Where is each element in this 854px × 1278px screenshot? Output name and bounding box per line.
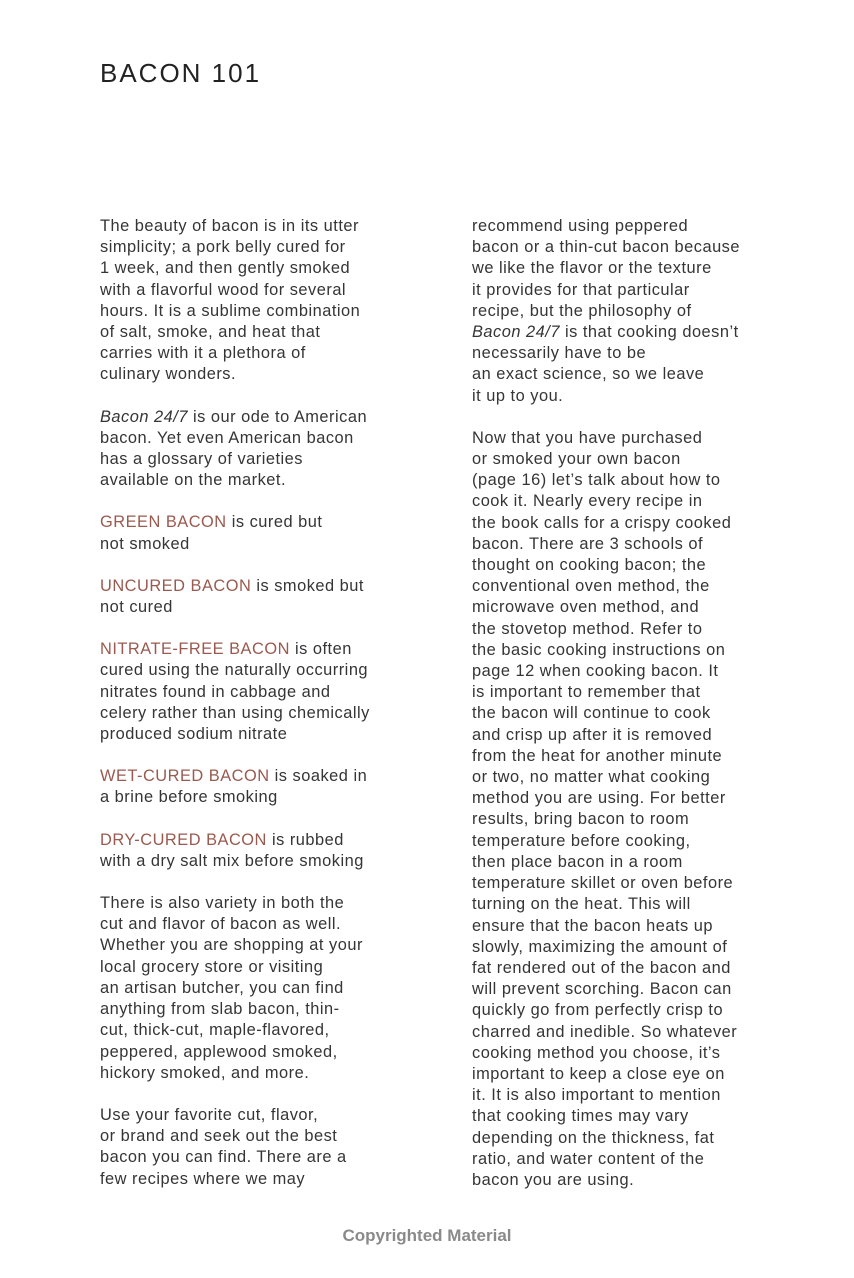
text-line xyxy=(472,301,832,322)
text-line xyxy=(472,894,832,915)
text-run: cooking method you choose, it’s xyxy=(472,1043,721,1062)
text-line xyxy=(472,767,832,788)
text-line xyxy=(472,534,832,555)
text-run: cut and flavor of bacon as well. xyxy=(100,915,342,934)
text-run: (page 16) let’s talk about how to xyxy=(472,471,721,490)
text-run: the stovetop method. Refer to xyxy=(472,619,703,638)
text-run: necessarily have to be xyxy=(472,344,647,363)
text-run: thought on cooking bacon; the xyxy=(472,556,707,575)
text-line xyxy=(100,597,435,618)
text-run: nitrates found in cabbage and xyxy=(100,682,331,701)
text-run: 1 week, and then gently smoked xyxy=(100,259,351,278)
text-run: important to keep a close eye on xyxy=(472,1064,725,1083)
text-run: conventional oven method, the xyxy=(472,577,710,596)
text-line xyxy=(100,787,435,808)
text-line xyxy=(100,851,435,872)
text-line xyxy=(472,661,832,682)
text-run: bacon. There are 3 schools of xyxy=(472,534,704,553)
text-line xyxy=(100,703,435,724)
text-run: or brand and seek out the best xyxy=(100,1127,338,1146)
text-line xyxy=(100,1020,435,1041)
text-run: There is also variety in both the xyxy=(100,894,345,913)
text-line xyxy=(472,470,832,491)
text-line xyxy=(100,914,435,935)
text-run: quickly go from perfectly crisp to xyxy=(472,1001,724,1020)
text-line xyxy=(100,280,435,301)
book-title-italic: Bacon 24/7 xyxy=(472,323,560,342)
text-run: then place bacon in a room xyxy=(472,852,683,871)
text-line xyxy=(100,1169,435,1190)
bacon-term: UNCURED BACON xyxy=(100,576,252,595)
text-run: culinary wonders. xyxy=(100,365,237,384)
text-run: it up to you. xyxy=(472,386,564,405)
text-line xyxy=(472,979,832,1000)
text-line xyxy=(100,957,435,978)
text-run: The beauty of bacon is in its utter xyxy=(100,217,359,235)
text-line xyxy=(100,1042,435,1063)
text-run: with a dry salt mix before smoking xyxy=(100,851,364,870)
text-run: anything from slab bacon, thin- xyxy=(100,1000,340,1019)
body-paragraph xyxy=(472,216,832,407)
text-run: temperature skillet or oven before xyxy=(472,874,734,893)
text-run: is cured but xyxy=(226,513,323,532)
text-line xyxy=(472,703,832,724)
text-line xyxy=(472,1000,832,1021)
text-line xyxy=(100,724,435,745)
text-run: the book calls for a crispy cooked xyxy=(472,513,732,532)
text-line xyxy=(100,660,435,681)
text-run: is important to remember that xyxy=(472,683,701,702)
text-line xyxy=(472,597,832,618)
text-run: temperature before cooking, xyxy=(472,831,691,850)
text-run: not cured xyxy=(100,598,173,617)
text-line xyxy=(472,237,832,258)
text-run: available on the market. xyxy=(100,471,287,490)
text-run: method you are using. For better xyxy=(472,789,726,808)
text-line xyxy=(472,1149,832,1170)
text-line xyxy=(472,640,832,661)
text-line xyxy=(472,1043,832,1064)
text-run: it. It is also important to mention xyxy=(472,1086,721,1105)
text-line xyxy=(472,491,832,512)
text-line xyxy=(472,831,832,852)
text-line xyxy=(472,555,832,576)
text-run: Now that you have purchased xyxy=(472,428,703,447)
left-column xyxy=(100,216,435,1211)
text-run: an artisan butcher, you can find xyxy=(100,978,344,997)
text-run: or smoked your own bacon xyxy=(472,450,681,469)
text-line xyxy=(472,1170,832,1191)
text-line xyxy=(100,1147,435,1168)
text-run: charred and inedible. So whatever xyxy=(472,1022,738,1041)
text-line xyxy=(472,576,832,597)
text-line xyxy=(472,916,832,937)
text-line xyxy=(472,1106,832,1127)
body-paragraph xyxy=(472,428,832,1191)
text-line xyxy=(472,513,832,534)
text-run: depending on the thickness, fat xyxy=(472,1128,715,1147)
body-paragraph xyxy=(100,216,435,386)
text-run: celery rather than using chemically xyxy=(100,703,370,722)
text-line xyxy=(472,322,832,343)
text-line xyxy=(472,216,832,237)
body-paragraph xyxy=(100,576,435,618)
text-run: hours. It is a sublime combination xyxy=(100,301,361,320)
body-paragraph xyxy=(100,893,435,1084)
text-line xyxy=(472,619,832,640)
text-run: is that cooking doesn’t xyxy=(559,323,739,342)
text-run: carries with it a plethora of xyxy=(100,344,306,363)
text-line xyxy=(100,258,435,279)
text-run: ensure that the bacon heats up xyxy=(472,916,713,935)
text-line xyxy=(100,534,435,555)
text-run: produced sodium nitrate xyxy=(100,725,288,744)
text-line xyxy=(472,386,832,407)
text-run: Use your favorite cut, flavor, xyxy=(100,1105,319,1124)
text-run: bacon or a thin-cut bacon because xyxy=(472,238,740,257)
text-line xyxy=(100,428,435,449)
text-run: not smoked xyxy=(100,534,190,553)
text-line xyxy=(100,301,435,322)
text-line xyxy=(472,1085,832,1106)
text-line xyxy=(472,682,832,703)
text-run: microwave oven method, and xyxy=(472,598,700,617)
text-run: cut, thick-cut, maple-flavored, xyxy=(100,1021,330,1040)
text-run: is rubbed xyxy=(266,830,344,849)
text-run: or two, no matter what cooking xyxy=(472,768,711,787)
text-line xyxy=(100,322,435,343)
body-paragraph xyxy=(100,830,435,872)
body-paragraph xyxy=(100,1105,435,1190)
text-line xyxy=(472,809,832,830)
text-line xyxy=(472,258,832,279)
text-run: turning on the heat. This will xyxy=(472,895,691,914)
text-line xyxy=(100,1063,435,1084)
text-run: simplicity; a pork belly cured for xyxy=(100,238,346,257)
text-run: is smoked but xyxy=(251,576,364,595)
text-line xyxy=(472,746,832,767)
text-run: has a glossary of varieties xyxy=(100,450,303,469)
text-run: hickory smoked, and more. xyxy=(100,1063,310,1082)
text-line xyxy=(100,682,435,703)
bacon-term: WET-CURED BACON xyxy=(100,767,270,786)
text-line xyxy=(472,343,832,364)
text-line xyxy=(472,449,832,470)
text-line xyxy=(472,1128,832,1149)
body-paragraph xyxy=(100,639,435,745)
text-line xyxy=(100,449,435,470)
body-paragraph xyxy=(100,766,435,808)
text-run: page 12 when cooking bacon. It xyxy=(472,662,719,681)
text-line xyxy=(100,407,435,428)
text-line xyxy=(100,216,435,237)
text-line xyxy=(100,893,435,914)
text-run: fat rendered out of the bacon and xyxy=(472,958,731,977)
text-run: recipe, but the philosophy of xyxy=(472,301,692,320)
text-line xyxy=(100,512,435,533)
text-line xyxy=(100,364,435,385)
text-run: an exact science, so we leave xyxy=(472,365,705,384)
text-line xyxy=(100,935,435,956)
text-line xyxy=(100,1126,435,1147)
body-paragraph xyxy=(100,407,435,492)
text-line xyxy=(100,999,435,1020)
text-line xyxy=(472,958,832,979)
text-run: local grocery store or visiting xyxy=(100,957,324,976)
bacon-term: GREEN BACON xyxy=(100,513,227,532)
text-line xyxy=(472,873,832,894)
text-run: cook it. Nearly every recipe in xyxy=(472,492,703,511)
text-line xyxy=(100,470,435,491)
text-line xyxy=(472,280,832,301)
text-line xyxy=(472,788,832,809)
body-paragraph xyxy=(100,512,435,554)
copyright-footer: Copyrighted Material xyxy=(342,1226,512,1245)
text-line xyxy=(100,766,435,787)
text-run: Whether you are shopping at your xyxy=(100,936,363,955)
text-line xyxy=(100,978,435,999)
text-run: is soaked in xyxy=(269,767,368,786)
text-run: the bacon will continue to cook xyxy=(472,704,711,723)
text-run: it provides for that particular xyxy=(472,280,690,299)
text-run: we like the flavor or the texture xyxy=(472,259,712,278)
text-run: with a flavorful wood for several xyxy=(100,280,347,299)
text-run: is often xyxy=(289,640,352,659)
text-line xyxy=(472,1022,832,1043)
page-title: BACON 101 xyxy=(100,58,262,88)
text-run: ratio, and water content of the xyxy=(472,1149,705,1168)
text-line xyxy=(100,830,435,851)
text-run: peppered, applewood smoked, xyxy=(100,1042,338,1061)
text-line xyxy=(472,364,832,385)
text-run: bacon you are using. xyxy=(472,1170,635,1189)
text-run: bacon you can find. There are a xyxy=(100,1148,347,1167)
text-run: is our ode to American xyxy=(187,407,368,426)
book-title-italic: Bacon 24/7 xyxy=(100,407,188,426)
text-run: cured using the naturally occurring xyxy=(100,661,369,680)
text-line xyxy=(100,576,435,597)
text-line xyxy=(472,725,832,746)
text-run: recommend using peppered xyxy=(472,217,689,235)
text-line xyxy=(472,852,832,873)
text-run: from the heat for another minute xyxy=(472,746,723,765)
bacon-term: DRY-CURED BACON xyxy=(100,830,267,849)
text-run: and crisp up after it is removed xyxy=(472,725,713,744)
text-line xyxy=(472,937,832,958)
text-line xyxy=(100,343,435,364)
text-line xyxy=(472,1064,832,1085)
text-run: few recipes where we may xyxy=(100,1169,306,1188)
bacon-term: NITRATE-FREE BACON xyxy=(100,640,290,659)
text-line xyxy=(100,1105,435,1126)
text-run: of salt, smoke, and heat that xyxy=(100,323,321,342)
text-line xyxy=(100,639,435,660)
text-line xyxy=(100,237,435,258)
right-column xyxy=(472,216,832,1212)
text-run: slowly, maximizing the amount of xyxy=(472,937,728,956)
text-run: results, bring bacon to room xyxy=(472,810,690,829)
text-run: that cooking times may vary xyxy=(472,1107,689,1126)
text-run: a brine before smoking xyxy=(100,788,278,807)
text-run: will prevent scorching. Bacon can xyxy=(472,980,732,999)
text-line xyxy=(472,428,832,449)
text-run: bacon. Yet even American bacon xyxy=(100,428,354,447)
text-run: the basic cooking instructions on xyxy=(472,640,726,659)
